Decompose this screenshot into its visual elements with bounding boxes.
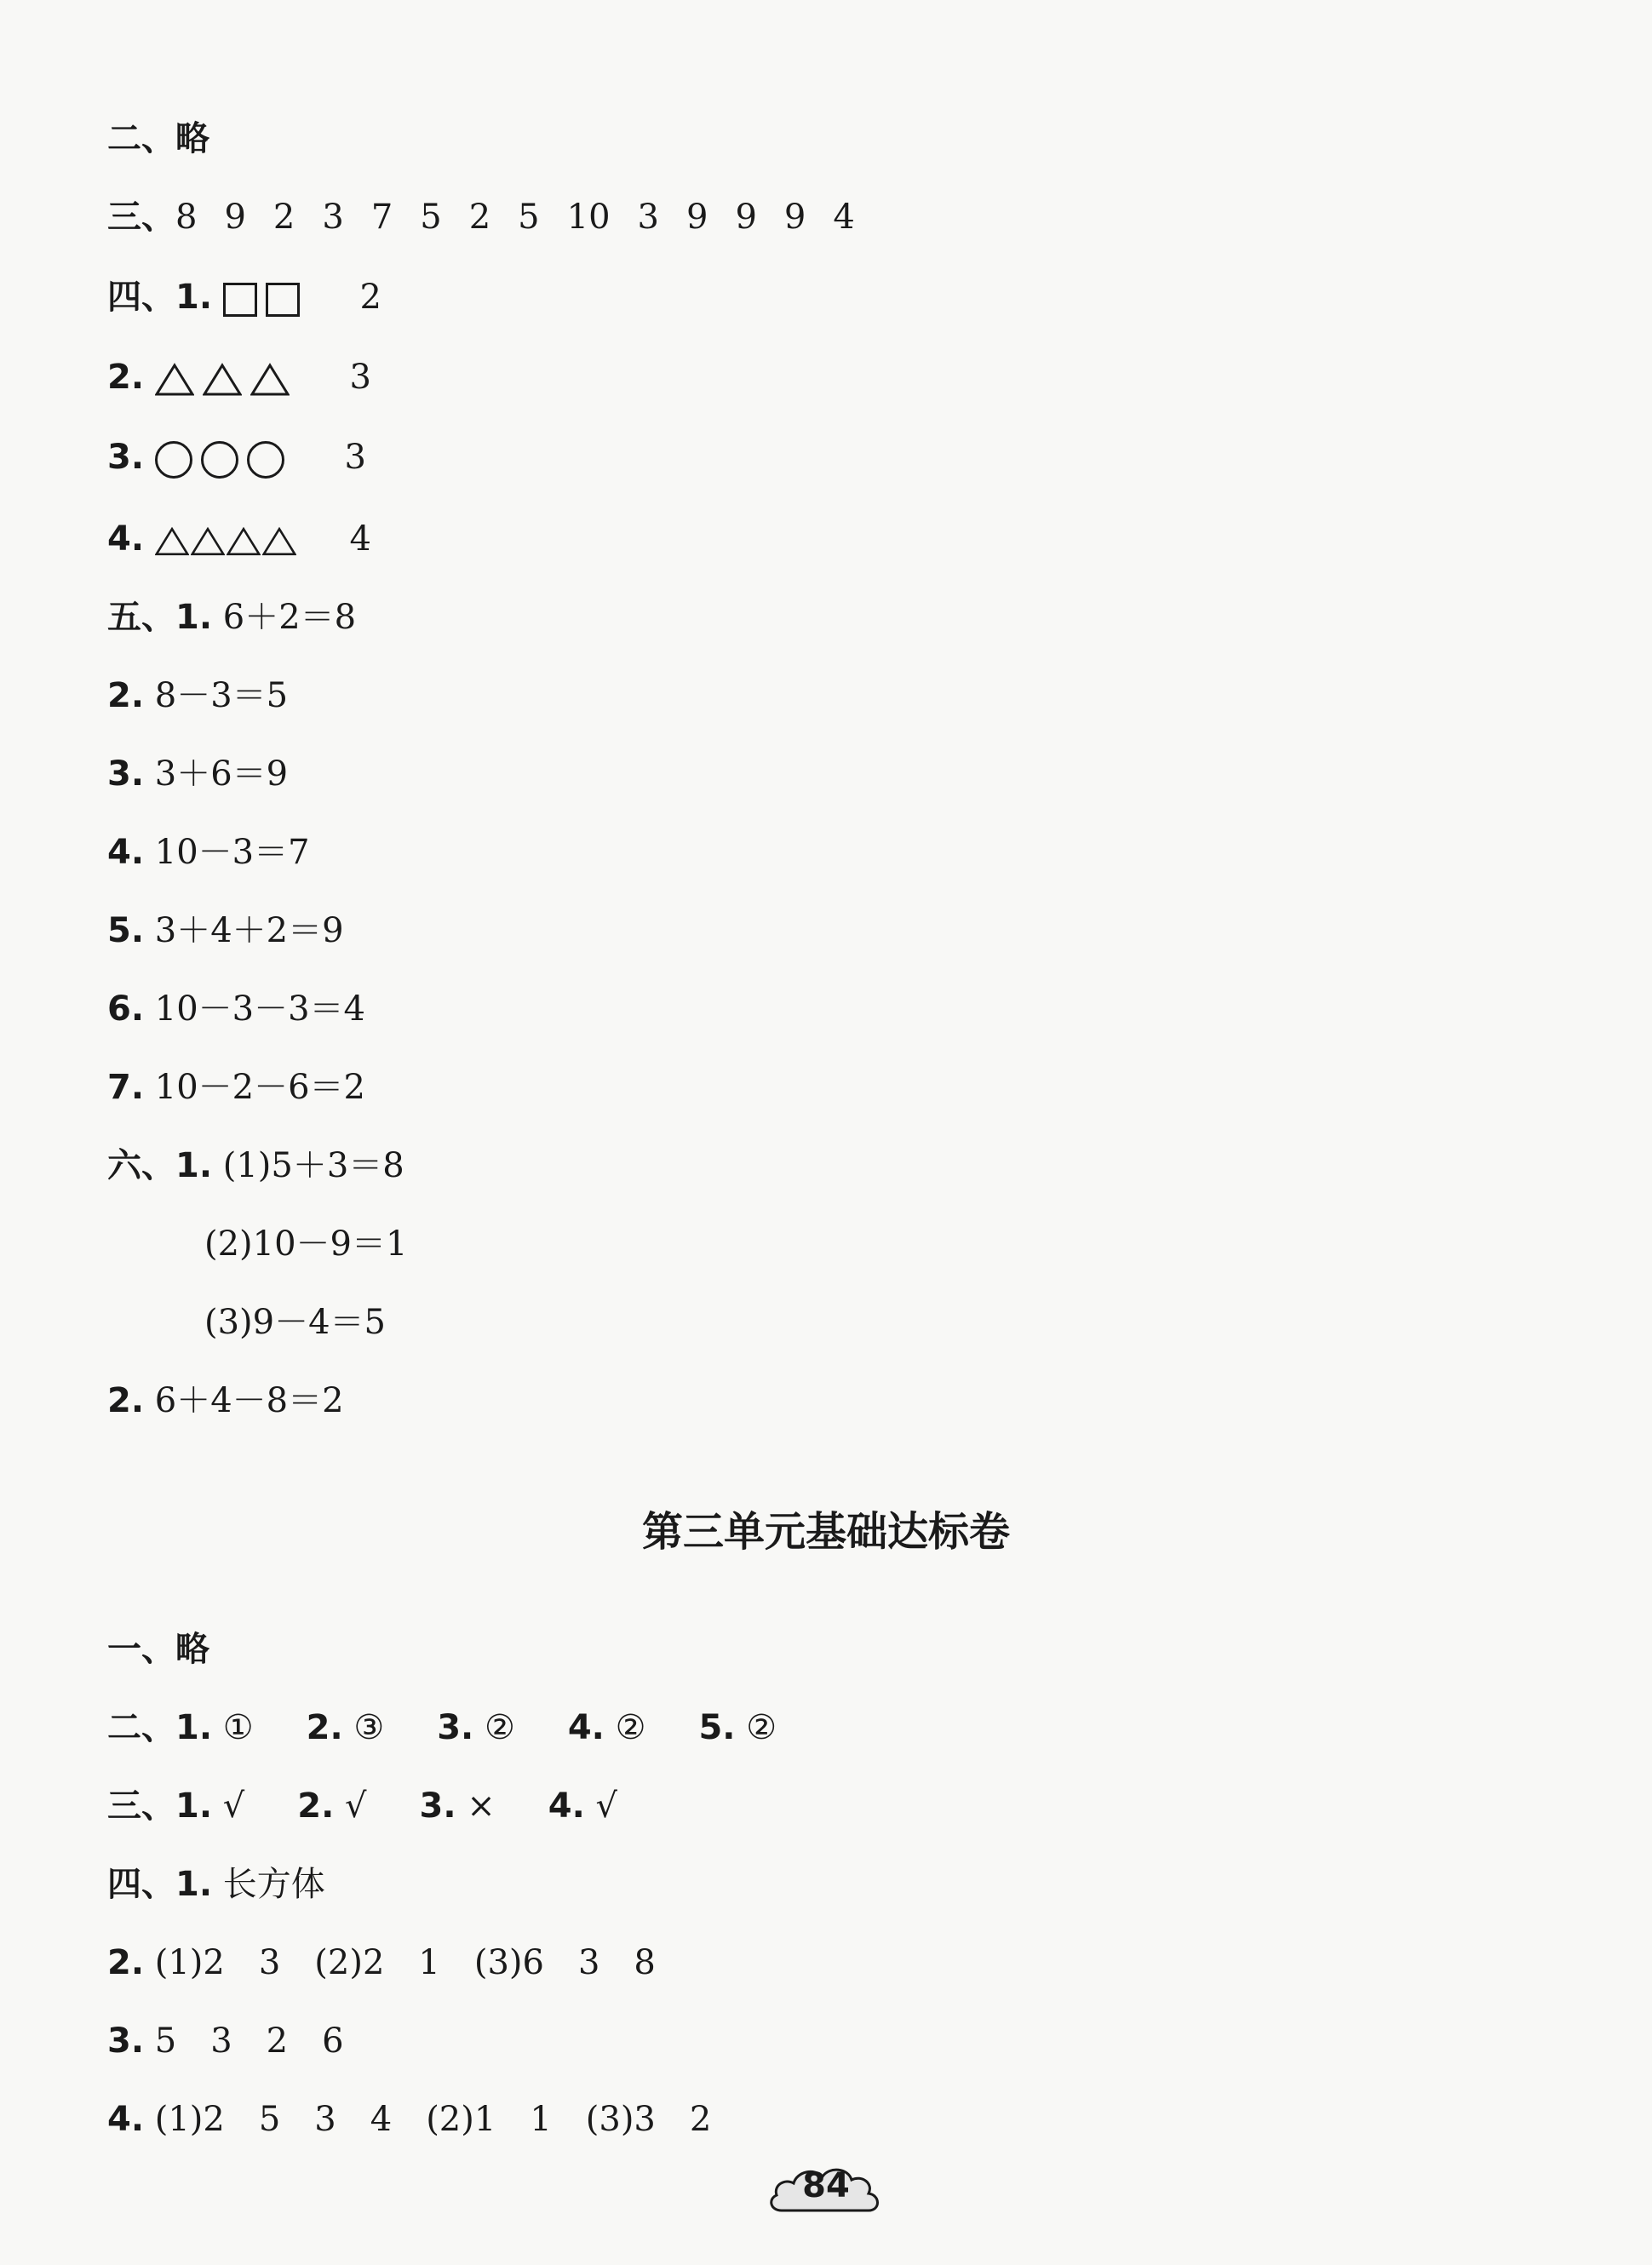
answer-number: 9 xyxy=(735,198,757,237)
equation: (2)10－9＝1 xyxy=(204,1224,408,1264)
answer-number: 7 xyxy=(370,198,393,237)
unit-title: 第三单元基础达标卷 xyxy=(641,1508,1010,1556)
check-mark: √ xyxy=(345,1786,367,1826)
section-label: 二、 xyxy=(107,119,175,158)
question-label: 3. xyxy=(107,754,145,794)
answer-line-6-2 xyxy=(107,1379,344,1422)
answer-number: 10 xyxy=(566,198,611,237)
question-label: 4. xyxy=(567,1708,605,1747)
answer-text: 长方体 xyxy=(222,1865,325,1904)
equation: (3)9－4＝5 xyxy=(204,1303,387,1342)
answer-text: 略 xyxy=(175,119,209,158)
answer-number: 4 xyxy=(833,198,855,237)
triangle-icon xyxy=(155,363,194,397)
answer-number: 3 xyxy=(322,198,344,237)
answer-choice: ② xyxy=(484,1708,515,1747)
answer-text: (1)2 5 3 4 (2)1 1 (3)3 2 xyxy=(154,2100,712,2139)
answer-line-3 xyxy=(107,196,855,238)
circle-icon xyxy=(201,441,238,479)
answer-choice: ③ xyxy=(353,1708,385,1747)
equation: 3＋4＋2＝9 xyxy=(154,911,344,950)
equation: 10－3－3＝4 xyxy=(154,989,365,1029)
question-label: 2. xyxy=(107,676,145,715)
question-label: 2. xyxy=(107,358,145,397)
answer-text: 略 xyxy=(175,1630,209,1669)
answer-number: 3 xyxy=(344,438,366,477)
question-label: 2. xyxy=(107,1381,145,1420)
section-label: 三、 xyxy=(107,198,175,237)
section-label: 一、 xyxy=(107,1630,175,1669)
answer-number: 2 xyxy=(359,278,381,317)
question-label: 3. xyxy=(437,1708,474,1747)
question-label: 3. xyxy=(107,2021,145,2061)
triangle-icon xyxy=(262,525,296,559)
answer-number: 9 xyxy=(685,198,708,237)
answer-line-2 xyxy=(107,118,209,160)
answer-text: 5 3 2 6 xyxy=(154,2021,344,2061)
question-label: 4. xyxy=(107,833,145,872)
equation: 6＋2＝8 xyxy=(222,598,357,637)
triangle-icon xyxy=(227,525,261,559)
answer-text: (1)2 3 (2)2 1 (3)6 3 8 xyxy=(154,1943,656,1982)
u3-line-2 xyxy=(107,1706,829,1749)
answer-choice: ② xyxy=(615,1708,646,1747)
answer-number: 5 xyxy=(518,198,540,237)
question-label: 六、1. xyxy=(107,1146,213,1185)
equation: 3＋6＝9 xyxy=(154,754,289,794)
answer-line-5-4 xyxy=(107,831,310,874)
answer-line-5-3 xyxy=(107,753,288,795)
triangle-icon xyxy=(203,363,242,397)
question-label: 7. xyxy=(107,1068,145,1107)
answer-number: 2 xyxy=(272,198,295,237)
question-label: 四、1. xyxy=(107,278,213,317)
u3-line-4-4 xyxy=(107,2098,711,2141)
answer-choice: ① xyxy=(222,1708,254,1747)
answer-line-6-1c xyxy=(204,1301,386,1344)
answer-line-4-1 xyxy=(107,276,381,318)
answer-line-5-1 xyxy=(107,596,356,639)
answer-number: 9 xyxy=(224,198,246,237)
triangle-icon xyxy=(155,525,189,559)
question-label: 5. xyxy=(698,1708,736,1747)
answer-choice: ② xyxy=(746,1708,777,1747)
equation: 8－3＝5 xyxy=(154,676,289,715)
answer-line-5-2 xyxy=(107,674,288,717)
u3-line-4-3 xyxy=(107,2020,344,2062)
answer-line-4-4 xyxy=(107,518,371,560)
question-label: 四、1. xyxy=(107,1865,213,1904)
answer-number: 5 xyxy=(420,198,442,237)
check-mark: √ xyxy=(222,1786,245,1826)
answer-line-6-1 xyxy=(107,1144,404,1187)
question-label: 5. xyxy=(107,911,145,950)
question-label: 2. xyxy=(107,1943,145,1982)
triangle-icon xyxy=(191,525,225,559)
question-label: 2. xyxy=(306,1708,343,1747)
page-number-text: 84 xyxy=(802,2166,850,2205)
answer-number: 9 xyxy=(783,198,806,237)
u3-line-1 xyxy=(107,1628,209,1671)
square-icon xyxy=(266,283,300,317)
u3-line-4-1 xyxy=(107,1863,325,1906)
answer-line-5-5 xyxy=(107,909,344,952)
question-label: 4. xyxy=(107,519,145,559)
equation: 10－2－6＝2 xyxy=(154,1068,365,1107)
question-label: 4. xyxy=(548,1786,585,1826)
square-icon xyxy=(223,283,257,317)
circle-icon xyxy=(247,441,284,479)
question-label: 3. xyxy=(419,1786,456,1826)
cross-mark: × xyxy=(467,1786,496,1826)
answer-number: 8 xyxy=(175,198,198,237)
answer-number: 4 xyxy=(349,519,371,559)
answer-line-5-7 xyxy=(107,1066,365,1109)
equation: 6＋4－8＝2 xyxy=(154,1381,344,1420)
equation: (1)5＋3＝8 xyxy=(222,1146,404,1185)
question-label: 6. xyxy=(107,989,145,1029)
question-label: 二、1. xyxy=(107,1708,213,1747)
page-number xyxy=(766,2161,886,2221)
answer-line-4-3 xyxy=(107,436,366,479)
u3-line-3 xyxy=(107,1785,670,1827)
question-label: 2. xyxy=(297,1786,335,1826)
answer-line-5-6 xyxy=(107,988,365,1030)
answer-number: 3 xyxy=(349,358,371,397)
answer-line-6-1b xyxy=(204,1223,407,1265)
circle-icon xyxy=(155,441,192,479)
question-label: 3. xyxy=(107,438,145,477)
question-label: 4. xyxy=(107,2100,145,2139)
triangle-icon xyxy=(250,363,290,397)
u3-line-4-2 xyxy=(107,1941,656,1984)
check-mark: √ xyxy=(595,1786,618,1826)
question-label: 三、1. xyxy=(107,1786,213,1826)
answer-line-4-2 xyxy=(107,356,371,399)
answer-number: 3 xyxy=(637,198,659,237)
question-label: 五、1. xyxy=(107,598,213,637)
answer-number: 2 xyxy=(468,198,491,237)
equation: 10－3＝7 xyxy=(154,833,310,872)
